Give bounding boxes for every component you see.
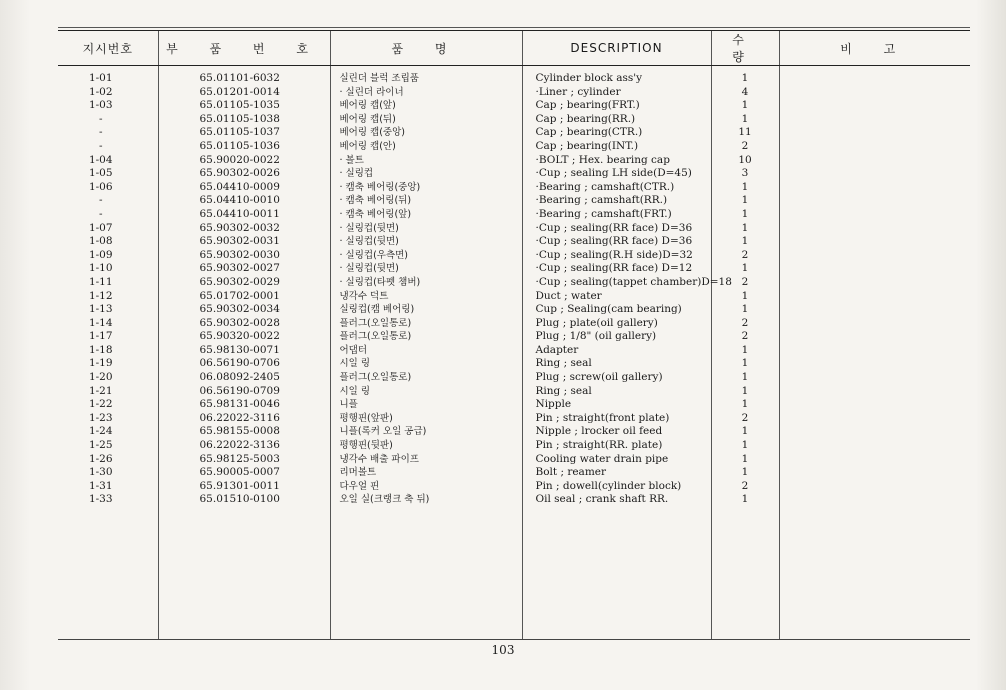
description-cell: Cap ; bearing(INT.) — [535, 139, 639, 152]
korean-name-cell: · 실링컵(타펫 챔버) — [339, 276, 421, 288]
korean-name-cell: · 실린더 라이너 — [339, 86, 404, 98]
description-cell: ·Liner ; cylinder — [535, 85, 621, 98]
header-description: DESCRIPTION — [522, 31, 711, 66]
description-cell: ·Cup ; sealing(R.H side)D=32 — [535, 248, 693, 261]
quantity-cell: 1 — [741, 194, 749, 207]
description-cell: ·Cup ; sealing LH side(D=45) — [535, 167, 692, 180]
index-cell: 1-24 — [88, 425, 113, 438]
description-cell: Plug ; 1/8" (oil gallery) — [535, 330, 657, 343]
index-cell: 1-31 — [88, 479, 113, 492]
quantity-cell: 1 — [741, 384, 749, 397]
korean-name-cell: 어댑터 — [339, 344, 368, 356]
korean-name-cell: 시일 링 — [339, 385, 371, 397]
quantity-cell: 1 — [741, 262, 749, 275]
korean-name-cell: · 캠축 베어링(뒤) — [339, 195, 412, 207]
index-cell: 1-13 — [88, 303, 113, 316]
description-cell: Pin ; straight(RR. plate) — [535, 439, 663, 452]
korean-name-cell: 실린더 블럭 조립품 — [339, 73, 419, 84]
part-number-cell: 65.01510-0100 — [199, 493, 280, 506]
part-number-cell: 06.22022-3136 — [199, 439, 280, 452]
index-cell: 1-02 — [88, 85, 113, 98]
description-cell: ·Cup ; sealing(tappet chamber)D=18 — [535, 275, 732, 288]
index-cell: 1-06 — [88, 180, 113, 193]
part-number-cell: 65.90320-0022 — [199, 330, 280, 343]
table-header-row — [58, 31, 970, 66]
index-cell: 1-33 — [88, 493, 113, 506]
index-cell: 1-09 — [88, 248, 113, 261]
description-cell: ·Bearing ; camshaft(RR.) — [535, 194, 668, 207]
index-cell: 1-03 — [88, 99, 113, 112]
description-cell: Cap ; bearing(FRT.) — [535, 99, 640, 112]
index-cell: 1-21 — [88, 384, 113, 397]
quantity-cell: 1 — [741, 357, 749, 370]
description-cell: Nipple ; lrocker oil feed — [535, 425, 663, 438]
part-number-cell: 65.01201-0014 — [199, 85, 280, 98]
index-cell: 1-19 — [88, 357, 113, 370]
description-cell: ·Bearing ; camshaft(FRT.) — [535, 207, 672, 220]
part-number-cell: 06.56190-0709 — [199, 384, 280, 397]
index-cell: - — [98, 194, 103, 207]
quantity-cell: 1 — [741, 289, 749, 302]
description-cell: Oil seal ; crank shaft RR. — [535, 493, 669, 506]
korean-name-cell: · 실링컵(뒷면) — [339, 222, 399, 234]
part-number-cell: 65.98130-0071 — [199, 343, 280, 356]
description-cell: Ring ; seal — [535, 357, 592, 370]
korean-name-cell: · 실링컵 — [339, 168, 374, 180]
index-cell: 1-08 — [88, 235, 113, 248]
quantity-cell: 1 — [741, 112, 749, 125]
description-cell: Duct ; water — [535, 289, 602, 302]
description-cell: ·BOLT ; Hex. bearing cap — [535, 153, 670, 166]
quantity-cell: 2 — [741, 275, 749, 288]
header-korean-name: 품 명 — [330, 31, 522, 66]
korean-name-cell: 평행핀(뒷판) — [339, 440, 393, 452]
index-cell: 1-30 — [88, 466, 113, 479]
quantity-cell: 2 — [741, 139, 749, 152]
korean-name-cell: · 캠축 베어링(중앙) — [339, 181, 421, 193]
description-cell: Cylinder block ass'y — [535, 72, 643, 84]
korean-name-cell: 니플(록커 오일 공급) — [339, 426, 427, 438]
korean-name-cell: 베어링 캡(중앙) — [339, 127, 405, 139]
korean-name-cell: 리머볼트 — [339, 467, 377, 479]
korean-name-cell: 오일 실(크랭크 축 뒤) — [339, 494, 430, 506]
header-part-number: 부 품 번 호 — [158, 31, 330, 66]
quantity-cell: 2 — [741, 479, 749, 492]
part-number-cell: 65.04410-0009 — [199, 180, 280, 193]
part-number-cell: 65.01702-0001 — [199, 289, 280, 302]
quantity-cell: 1 — [741, 180, 749, 193]
description-cell: Nipple — [535, 398, 572, 411]
part-number-cell: 65.98125-5003 — [199, 452, 280, 465]
korean-name-cell: 시일 링 — [339, 358, 371, 370]
quantity-cell: 10 — [738, 153, 752, 166]
index-cell: 1-17 — [88, 330, 113, 343]
korean-name-cell: 베어링 캡(안) — [339, 140, 396, 152]
part-number-cell: 65.90302-0031 — [199, 235, 280, 248]
description-cell: ·Cup ; sealing(RR face) D=12 — [535, 262, 693, 275]
index-cell: - — [98, 126, 103, 139]
quantity-cell: 1 — [741, 221, 749, 234]
index-cell: 1-07 — [88, 221, 113, 234]
part-number-cell: 06.56190-0706 — [199, 357, 280, 370]
description-cell: Plug ; plate(oil gallery) — [535, 316, 658, 329]
part-number-cell: 65.04410-0010 — [199, 194, 280, 207]
description-cell: ·Bearing ; camshaft(CTR.) — [535, 180, 675, 193]
korean-name-cell: 베어링 캡(뒤) — [339, 113, 396, 125]
korean-name-cell: 평행핀(앞판) — [339, 412, 393, 424]
quantity-cell: 2 — [741, 316, 749, 329]
index-cell: - — [98, 207, 103, 220]
korean-name-cell: · 볼트 — [339, 154, 364, 166]
part-number-cell: 06.08092-2405 — [199, 371, 280, 384]
korean-name-cell: 다우얼 핀 — [339, 480, 380, 492]
part-number-cell: 65.01105-1035 — [199, 99, 280, 112]
part-number-cell: 65.90302-0026 — [199, 167, 280, 180]
part-number-cell: 65.01105-1038 — [199, 112, 280, 125]
description-cell: Bolt ; reamer — [535, 466, 607, 479]
quantity-cell: 1 — [741, 493, 749, 506]
korean-name-cell: 니플 — [339, 399, 358, 411]
part-number-cell: 65.90302-0030 — [199, 248, 280, 261]
index-cell: 1-04 — [88, 153, 113, 166]
part-number-cell: 65.90302-0032 — [199, 221, 280, 234]
korean-name-column — [330, 66, 522, 640]
quantity-cell: 2 — [741, 411, 749, 424]
index-cell: 1-25 — [88, 439, 113, 452]
quantity-column — [711, 66, 779, 640]
part-number-cell: 65.90302-0034 — [199, 303, 280, 316]
part-number-column — [158, 66, 330, 640]
quantity-cell: 1 — [741, 466, 749, 479]
description-cell: Adapter — [535, 343, 579, 356]
header-remarks: 비 고 — [779, 31, 970, 66]
quantity-cell: 1 — [741, 371, 749, 384]
index-cell: 1-11 — [88, 275, 113, 288]
quantity-cell: 2 — [741, 330, 749, 343]
part-number-cell: 65.90302-0028 — [199, 316, 280, 329]
part-number-cell: 65.91301-0011 — [199, 479, 280, 492]
description-cell: Plug ; screw(oil gallery) — [535, 371, 663, 384]
description-cell: Cup ; Sealing(cam bearing) — [535, 303, 682, 316]
index-cell: 1-23 — [88, 411, 113, 424]
korean-name-cell: · 실링컵(뒷면) — [339, 263, 399, 275]
part-number-cell: 65.01105-1037 — [199, 126, 280, 139]
part-number-cell: 65.90020-0022 — [199, 153, 280, 166]
parts-table — [58, 30, 970, 640]
part-number-cell: 65.98131-0046 — [199, 398, 280, 411]
part-number-cell: 65.90302-0029 — [199, 275, 280, 288]
top-rule — [58, 27, 970, 28]
quantity-cell: 1 — [741, 99, 749, 112]
korean-name-cell: 플러그(오일통로) — [339, 317, 412, 329]
quantity-cell: 1 — [741, 207, 749, 220]
quantity-cell: 1 — [741, 425, 749, 438]
page-number: 103 — [491, 643, 515, 657]
description-cell: Cap ; bearing(CTR.) — [535, 126, 643, 139]
korean-name-cell: 플러그(오일통로) — [339, 331, 412, 343]
index-cell: 1-05 — [88, 167, 113, 180]
quantity-cell: 3 — [741, 167, 749, 180]
quantity-cell: 1 — [741, 343, 749, 356]
index-cell: 1-22 — [88, 398, 113, 411]
index-cell: 1-18 — [88, 343, 113, 356]
description-cell: Pin ; straight(front plate) — [535, 411, 670, 424]
quantity-cell: 1 — [741, 439, 749, 452]
description-cell: Pin ; dowell(cylinder block) — [535, 479, 682, 492]
quantity-cell: 1 — [741, 303, 749, 316]
part-number-cell: 65.90302-0027 — [199, 262, 280, 275]
korean-name-cell: · 실링컵(뒷면) — [339, 236, 399, 248]
part-number-cell: 65.98155-0008 — [199, 425, 280, 438]
korean-name-cell: · 캠축 베어링(앞) — [339, 208, 412, 220]
part-number-cell: 06.22022-3116 — [199, 411, 280, 424]
korean-name-cell: · 실링컵(우측면) — [339, 249, 409, 261]
quantity-cell: 1 — [741, 72, 749, 84]
quantity-cell: 1 — [741, 398, 749, 411]
quantity-cell: 11 — [738, 126, 752, 139]
index-cell: 1-01 — [88, 72, 113, 84]
description-cell: ·Cup ; sealing(RR face) D=36 — [535, 221, 693, 234]
description-cell: Ring ; seal — [535, 384, 592, 397]
header-index: 지시번호 — [58, 31, 158, 66]
index-cell: - — [98, 139, 103, 152]
quantity-cell: 2 — [741, 248, 749, 261]
index-cell: - — [98, 112, 103, 125]
index-cell: 1-12 — [88, 289, 113, 302]
korean-name-cell: 플러그(오일통로) — [339, 372, 412, 384]
index-cell: 1-20 — [88, 371, 113, 384]
quantity-cell: 1 — [741, 452, 749, 465]
korean-name-cell: 냉각수 배출 파이프 — [339, 453, 419, 465]
description-cell: ·Cup ; sealing(RR face) D=36 — [535, 235, 693, 248]
part-number-cell: 65.01105-1036 — [199, 139, 280, 152]
korean-name-cell: 실링컵(캠 베어링) — [339, 304, 415, 316]
index-cell: 1-26 — [88, 452, 113, 465]
description-cell: Cap ; bearing(RR.) — [535, 112, 636, 125]
remarks-column — [779, 66, 970, 640]
quantity-cell: 1 — [741, 235, 749, 248]
korean-name-cell: 냉각수 덕트 — [339, 290, 389, 302]
index-column — [58, 66, 158, 640]
quantity-cell: 4 — [741, 85, 749, 98]
korean-name-cell: 베어링 캡(앞) — [339, 100, 396, 112]
header-quantity: 수 량 — [711, 31, 779, 66]
index-cell: 1-10 — [88, 262, 113, 275]
part-number-cell: 65.90005-0007 — [199, 466, 280, 479]
part-number-cell: 65.04410-0011 — [199, 207, 280, 220]
description-column — [522, 66, 732, 640]
index-cell: 1-14 — [88, 316, 113, 329]
part-number-cell: 65.01101-6032 — [199, 72, 280, 84]
description-cell: Cooling water drain pipe — [535, 452, 669, 465]
